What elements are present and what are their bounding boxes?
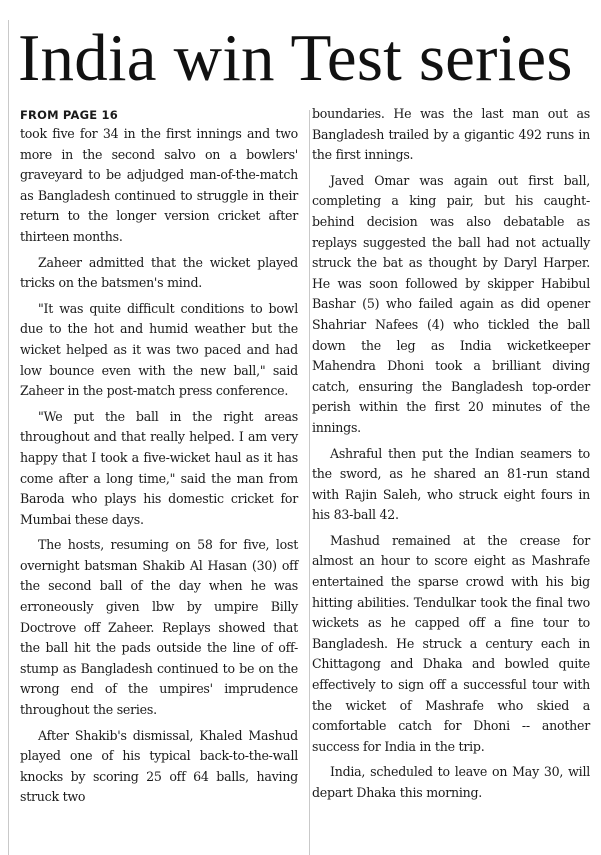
paragraph: Ashraful then put the Indian seamers to the sword, as he shared an 81-run stand with Rajin Saleh, who struck eight fours in his 83-ball 42. [312,445,590,523]
paragraph: Mashud remained at the crease for almost an hour to score eight as Mashrafe entertained the sparse crowd with his big hitting abilities. Tendulkar took the final two wickets as he capped off a fine tour to Bangladesh. He struck a century each in Chittagong and Dhaka and bowled quite effectively to sign off a successful tour with the wicket of Mashrafe who skied a comfortable catch for Dhoni -- another success for India in the trip. [312,532,590,754]
jump-label: FROM PAGE 16 [20,108,118,122]
article-column-left [20,104,298,813]
paragraph: took five for 34 in the first innings and two more in the second salvo on a bowlers' graveyard to be adjudged man-of-the-match as Bangladesh continued to struggle in their return to the longer version cricket after thirteen months. [20,126,298,244]
paragraph: boundaries. He was the last man out as Bangladesh trailed by a gigantic 492 runs in the first innings. [312,106,590,163]
paragraph: Zaheer admitted that the wicket played tricks on the batsmen's mind. [20,254,298,291]
paragraph: "It was quite difficult conditions to bowl due to the hot and humid weather but the wicket helped as it was two paced and had low bounce even with the new ball," said Zaheer in the post-match press conference. [20,300,298,399]
paragraph: India, scheduled to leave on May 30, will depart Dhaka this morning. [312,764,590,800]
article-column-right [312,104,590,809]
column-rule-middle [309,110,310,855]
paragraph: Javed Omar was again out first ball, completing a king pair, but his caught-behind decision was also debatable as replays suggested the ball had not actually struck the bat as thought by Daryl Harper. He was soon followed by skipper Habibul Bashar (5) who failed again as did opener Shahriar Nafees (4) who tickled the ball down the leg as India wicketkeeper Mahendra Dhoni took a brilliant diving catch, ensuring the Bangladesh top-order perish within the first 20 minutes of the innings. [312,172,590,435]
paragraph: After Shakib's dismissal, Khaled Mashud played one of his typical back-to-the-wall knocks by scoring 25 off 64 balls, having struck two [20,727,298,805]
paragraph: The hosts, resuming on 58 for five, lost overnight batsman Shakib Al Hasan (30) off the second ball of the day when he was erroneously given lbw by umpire Billy Doctrove off Zaheer. Replays showed that the ball hit the pads outside the line of off-stump as Bangladesh continued to be on the wrong end of the umpires' imprudence throughout the series. [20,537,298,718]
headline: India win Test series [18,21,573,95]
column-rule-left [8,20,9,855]
paragraph: "We put the ball in the right areas throughout and that really helped. I am very happy that I took a five-wicket haul as it has come after a long time," said the man from Baroda who plays his domestic cricket for Mumbai these days. [20,408,298,527]
